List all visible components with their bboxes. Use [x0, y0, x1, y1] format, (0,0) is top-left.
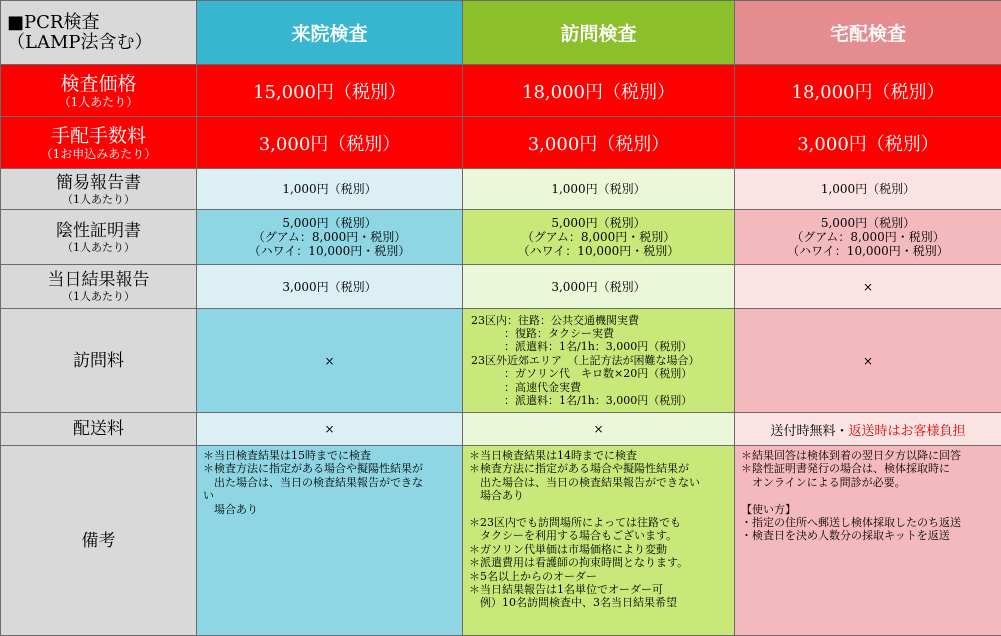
negative-cert-sublabel: （1人あたり）	[1, 241, 196, 254]
negative-cert-label: 陰性証明書	[1, 221, 196, 241]
row-label-same-day	[1, 265, 197, 309]
negative-cert-visit-guam: （グアム：8,000円・税別）	[463, 230, 734, 244]
shipping-home-free: 送付時無料・	[770, 424, 848, 439]
price-sublabel: （1人あたり）	[1, 95, 196, 109]
notes-label: 備考	[1, 531, 196, 551]
negative-cert-home-guam: （グアム：8,000円・税別）	[735, 230, 1001, 244]
same-day-clinic: 3,000円（税別）	[197, 265, 463, 309]
fee-label: 手配手数料	[1, 125, 196, 147]
row-label-fee	[1, 117, 197, 169]
simple-report-visit: 1,000円（税別）	[463, 169, 735, 210]
row-label-negative-cert	[1, 210, 197, 265]
negative-cert-visit	[463, 210, 735, 265]
row-label-notes	[1, 446, 197, 636]
visit-fee-clinic: ×	[197, 309, 463, 413]
price-label: 検査価格	[1, 73, 196, 95]
shipping-home-return-charge: 返送時はお客様負担	[849, 424, 966, 439]
row-label-simple-report	[1, 169, 197, 210]
same-day-label: 当日結果報告	[1, 270, 196, 290]
notes-clinic: ＊当日検査結果は15時までに検査 ＊検査方法に指定がある場合や擬陽性結果が 出た場合は、当日の検査結果報告ができな い 場合あり	[197, 446, 463, 636]
visit-fee-visit: 23区内：往路：公共交通機関実費 ：復路：タクシー実費 ：派遣料：1名/1h：3,000円（税別） 23区外近郊エリア （上記方法が困難な場合） ：ガソリン代 キロ数×20円（税別） ：高速代金実費 ：派遣料：1名/1h：3,000円（税別）	[463, 309, 735, 413]
visit-fee-home: ×	[735, 309, 1001, 413]
simple-report-clinic: 1,000円（税別）	[197, 169, 463, 210]
price-clinic: 15,000円（税別）	[197, 65, 463, 117]
row-label-shipping	[1, 413, 197, 446]
same-day-visit: 3,000円（税別）	[463, 265, 735, 309]
simple-report-sublabel: （1人あたり）	[1, 193, 196, 206]
same-day-home: ×	[735, 265, 1001, 309]
simple-report-home: 1,000円（税別）	[735, 169, 1001, 210]
price-home: 18,000円（税別）	[735, 65, 1001, 117]
shipping-label: 配送料	[1, 419, 196, 439]
price-visit: 18,000円（税別）	[463, 65, 735, 117]
fee-sublabel: （1お申込みあたり）	[1, 147, 196, 161]
table-corner-title	[1, 1, 197, 65]
fee-clinic: 3,000円（税別）	[197, 117, 463, 169]
corner-title-line1: ■PCR検査	[7, 13, 196, 33]
shipping-home	[735, 413, 1001, 446]
row-label-visit-fee	[1, 309, 197, 413]
negative-cert-clinic-hawaii: （ハワイ：10,000円・税別）	[197, 244, 462, 258]
row-label-price	[1, 65, 197, 117]
notes-home: ＊結果回答は検体到着の翌日夕方以降に回答 ＊陰性証明書発行の場合は、検体採取時に オンラインによる問診が必要。 【使い方】 ・指定の住所へ郵送し検体採取したのち返送 ・検査日を決め人数分の採取キットを返送	[735, 446, 1001, 636]
notes-visit: ＊当日検査結果は14時までに検査 ＊検査方法に指定がある場合や擬陽性結果が 出た場合は、当日の検査結果報告ができない 場合あり ＊23区内でも訪問場所によっては往路でも タクシーを利用する場合もございます。 ＊ガソリン代単価は市場価格により変動 ＊派遣費用は看護師の拘束時間となります。 ＊5名以上からのオーダー ＊当日結果報告は1名単位でオーダー可 例）10名訪問検査中、3名当日結果希望	[463, 446, 735, 636]
same-day-sublabel: （1人あたり）	[1, 290, 196, 303]
column-header-visit: 訪問検査	[463, 1, 735, 65]
column-header-clinic: 来院検査	[197, 1, 463, 65]
negative-cert-home-base: 5,000円（税別）	[735, 216, 1001, 230]
visit-fee-label: 訪問料	[1, 351, 196, 371]
negative-cert-home-hawaii: （ハワイ：10,000円・税別）	[735, 244, 1001, 258]
negative-cert-visit-hawaii: （ハワイ：10,000円・税別）	[463, 244, 734, 258]
column-header-home: 宅配検査	[735, 1, 1001, 65]
negative-cert-clinic	[197, 210, 463, 265]
simple-report-label: 簡易報告書	[1, 173, 196, 193]
fee-visit: 3,000円（税別）	[463, 117, 735, 169]
shipping-visit: ×	[463, 413, 735, 446]
negative-cert-visit-base: 5,000円（税別）	[463, 216, 734, 230]
shipping-clinic: ×	[197, 413, 463, 446]
fee-home: 3,000円（税別）	[735, 117, 1001, 169]
corner-title-line2: （LAMP法含む）	[7, 33, 196, 53]
negative-cert-clinic-base: 5,000円（税別）	[197, 216, 462, 230]
negative-cert-home	[735, 210, 1001, 265]
negative-cert-clinic-guam: （グアム：8,000円・税別）	[197, 230, 462, 244]
